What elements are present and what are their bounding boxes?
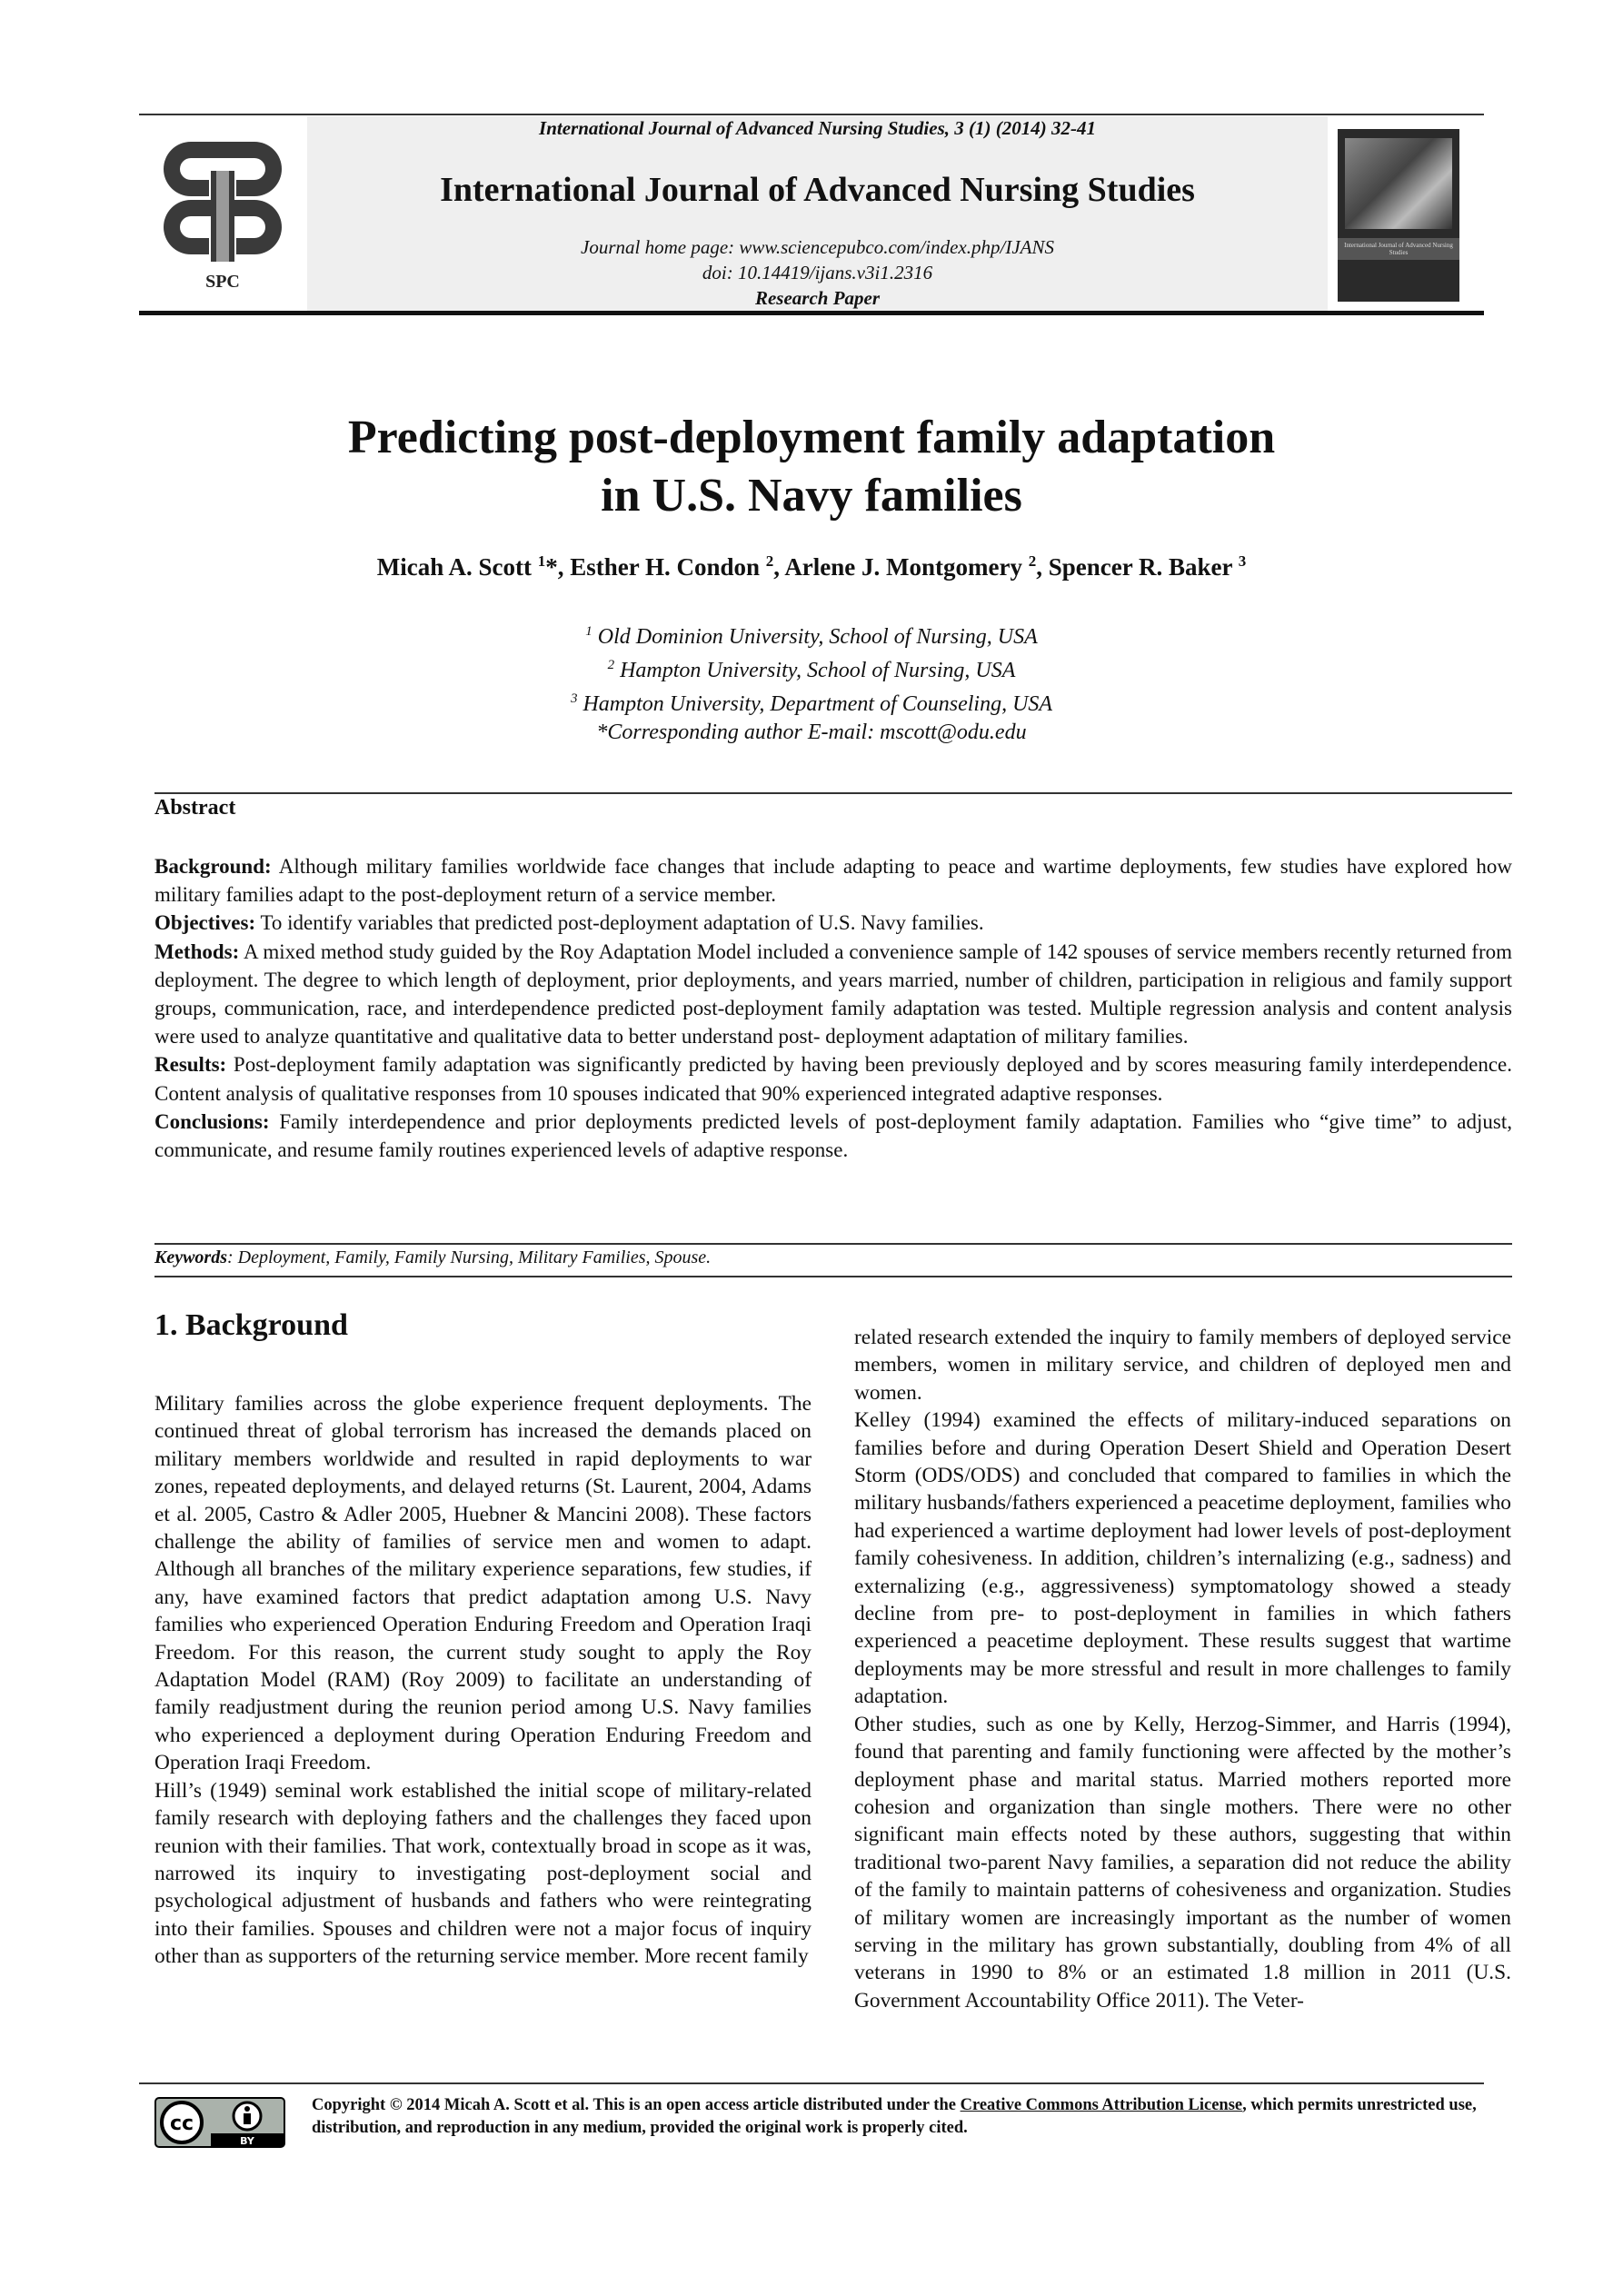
- author-separator: ,: [773, 553, 785, 581]
- abstract-heading: Abstract: [154, 796, 236, 820]
- author-separator: ,: [1036, 553, 1049, 581]
- body-right-column: [854, 1324, 1511, 2014]
- body-left-column: [154, 1390, 812, 1971]
- paragraph: Military families across the globe experience frequent deployments. The continued threat of global terrorism has increased the demands placed on military members worldwide and resulted in rapid deployments to war zones, repeated deployments, and delayed returns (St. Laurent, 2004, Adams et al. 2005, Castro & Adler 2005, Huebner & Mancini 2008). These factors challenge the ability of families of service men and women to adapt. Although all branches of the military experience separations, few studies, if any, have examined factors that predict adaptation among U.S. Navy families who experienced Operation Enduring Freedom and Operation Iraqi Freedom. For this reason, the current study sought to apply the Roy Adaptation Model (RAM) (Roy 2009) to facilitate an understanding of family readjustment during the reunion period among U.S. Navy families who experienced a deployment during Operation Enduring Freedom and Operation Iraqi Freedom.: [154, 1392, 812, 1775]
- author-list: [139, 552, 1484, 581]
- affiliation-line: $^3$ Hampton University, Department of Counseling, USA: [570, 691, 1053, 716]
- affiliations: [139, 618, 1484, 747]
- footer-rule: [139, 2082, 1484, 2084]
- abstract-background: Background: Although military families worldwide face changes that include adapting to peace and wartime deployments, few studies have explored how military families adapt to the post-deployment return of a service member.: [154, 855, 1512, 907]
- keywords: [154, 1247, 711, 1268]
- logo-text: SPC: [205, 272, 240, 292]
- cc-by-license-icon[interactable]: [154, 2097, 285, 2148]
- header-bottom-rule: [139, 311, 1484, 315]
- title-line-2: in U.S. Navy families: [601, 470, 1022, 522]
- abstract-methods: Methods: A mixed method study guided by the Roy Adaptation Model included a convenience sample of 142 spouses of service members recently returned from deployment. The degree to which length of deployment, prior deployments, and years married, number of children, participation in religious and family support groups, communication, race, and interdependence predicted post-deployment family adaptation was tested. Multiple regression analysis and content analysis were used to analyze quantitative and qualitative data to better understand post- deployment adaptation of military families.: [154, 939, 1512, 1049]
- svg-text:cc: cc: [169, 2112, 194, 2135]
- author-name: Esther H. Condon: [570, 553, 766, 581]
- paragraph: Kelley (1994) examined the effects of military-induced separations on families before and during Operation Desert Shield and Operation Desert Storm (ODS/ODS) and concluded that compared to families in which the military husbands/fathers experienced a peacetime deployment, families who had experienced a wartime deployment had lower levels of post-deployment family cohesiveness. In addition, children’s internalizing (e.g., sadness) and externalizing (e.g., aggressiveness) symptomatology showed a steady decline from pre- to post-deployment in families in which fathers experienced a peacetime deployment. These results suggest that wartime deployments may be more stressful and result in more challenges to family adaptation.: [854, 1408, 1511, 1709]
- abstract-conclusions: Conclusions: Family interdependence and prior deployments predicted levels of post-deployment family adaptation. Families who “give time” to adjust, communicate, and resume family routines experienced levels of adaptive response.: [154, 1109, 1512, 1162]
- journal-home-page[interactable]: Journal home page: www.sciencepubco.com/index.php/IJANS: [581, 236, 1054, 258]
- keywords-list: : Deployment, Family, Family Nursing, Military Families, Spouse.: [227, 1247, 712, 1267]
- affiliation-line: $^2$ Hampton University, School of Nursing, USA: [607, 658, 1016, 682]
- author-name: Spencer R. Baker: [1048, 553, 1239, 581]
- abstract-top-rule: [154, 792, 1512, 794]
- corresponding-author[interactable]: *Corresponding author E-mail: mscott@odu.edu: [596, 721, 1027, 744]
- journal-cover-image: [1338, 129, 1459, 302]
- paragraph: Hill’s (1949) seminal work established the initial scope of military-related family research with deploying fathers and the challenges they faced upon reunion with their families. That work, contextually broad in scope as it was, narrowed its inquiry to investigating post-deployment social and psychological adjustment of husbands and fathers who were reintegrating into their families. Spouses and children were not a major focus of inquiry other than as supporters of the returning service member. More recent family: [154, 1778, 812, 1969]
- author-separator: *,: [545, 553, 571, 581]
- author-affiliation-mark: 1: [537, 552, 546, 570]
- section-title-background: 1. Background: [154, 1308, 348, 1342]
- cc-by-label: BY: [240, 2135, 254, 2147]
- article-doi[interactable]: doi: 10.14419/ijans.v3i1.2316: [702, 262, 933, 283]
- author-affiliation-mark: 3: [1238, 552, 1247, 570]
- author-affiliation-mark: 2: [1028, 552, 1037, 570]
- journal-citation: International Journal of Advanced Nursing Studies, 3 (1) (2014) 32-41: [539, 117, 1096, 139]
- keywords-top-rule: [154, 1243, 1512, 1245]
- cover-photo: [1345, 138, 1452, 229]
- abstract-objectives: Objectives: To identify variables that predicted post-deployment adaptation of U.S. Navy families.: [154, 911, 984, 935]
- paragraph: related research extended the inquiry to family members of deployed service members, women in military service, and children of deployed men and women.: [854, 1326, 1511, 1405]
- cover-title: International Journal of Advanced Nursing Studies: [1344, 242, 1453, 256]
- author-affiliation-mark: 2: [765, 552, 774, 570]
- paper-type: Research Paper: [754, 287, 881, 309]
- journal-name: International Journal of Advanced Nursing Studies: [440, 171, 1195, 209]
- keywords-bottom-rule: [154, 1276, 1512, 1277]
- abstract-body: [154, 852, 1512, 1164]
- title-line-1: Predicting post-deployment family adaptation: [347, 412, 1276, 463]
- spc-logo: [154, 134, 291, 293]
- abstract-results: Results: Post-deployment family adaptation was significantly predicted by having been previously deployed and by scores measuring family interdependence. Content analysis of qualitative responses from 10 spouses indicated that 90% experienced integrated adaptive responses.: [154, 1053, 1512, 1105]
- keywords-label: Keywords: [154, 1247, 227, 1267]
- author-name: Arlene J. Montgomery: [784, 553, 1029, 581]
- article-title: [139, 409, 1484, 525]
- author-name: Micah A. Scott: [376, 553, 538, 581]
- header-top-rule: [139, 114, 1484, 115]
- paragraph: Other studies, such as one by Kelly, Herzog-Simmer, and Harris (1994), found that parenting and family functioning were affected by the mother’s deployment phase and marital status. Married mothers reported more cohesion and organization than single mothers. There were no other significant main effects noted by these authors, suggesting that within traditional two-parent Navy families, a separation did not reduce the ability of the family to maintain patterns of cohesiveness and organization. Studies of military women are increasingly important as the number of women serving in the military has grown substantially, doubling from 4% of all veterans in 1990 to 8% or an estimated 1.8 million in 2011 (U.S. Government Accountability Office 2011). The Veter-: [854, 1712, 1511, 2013]
- license-link[interactable]: Creative Commons Attribution License: [960, 2096, 1243, 2114]
- copyright-notice: Copyright © 2014 Micah A. Scott et al. This is an open access article distributed under the Creative Commons Attribution License, which permits unrestricted use, distribution, and reproduction in any medium, provided the original work is properly cited.: [312, 2096, 1477, 2137]
- affiliation-line: $^1$ Old Dominion University, School of Nursing, USA: [585, 624, 1038, 649]
